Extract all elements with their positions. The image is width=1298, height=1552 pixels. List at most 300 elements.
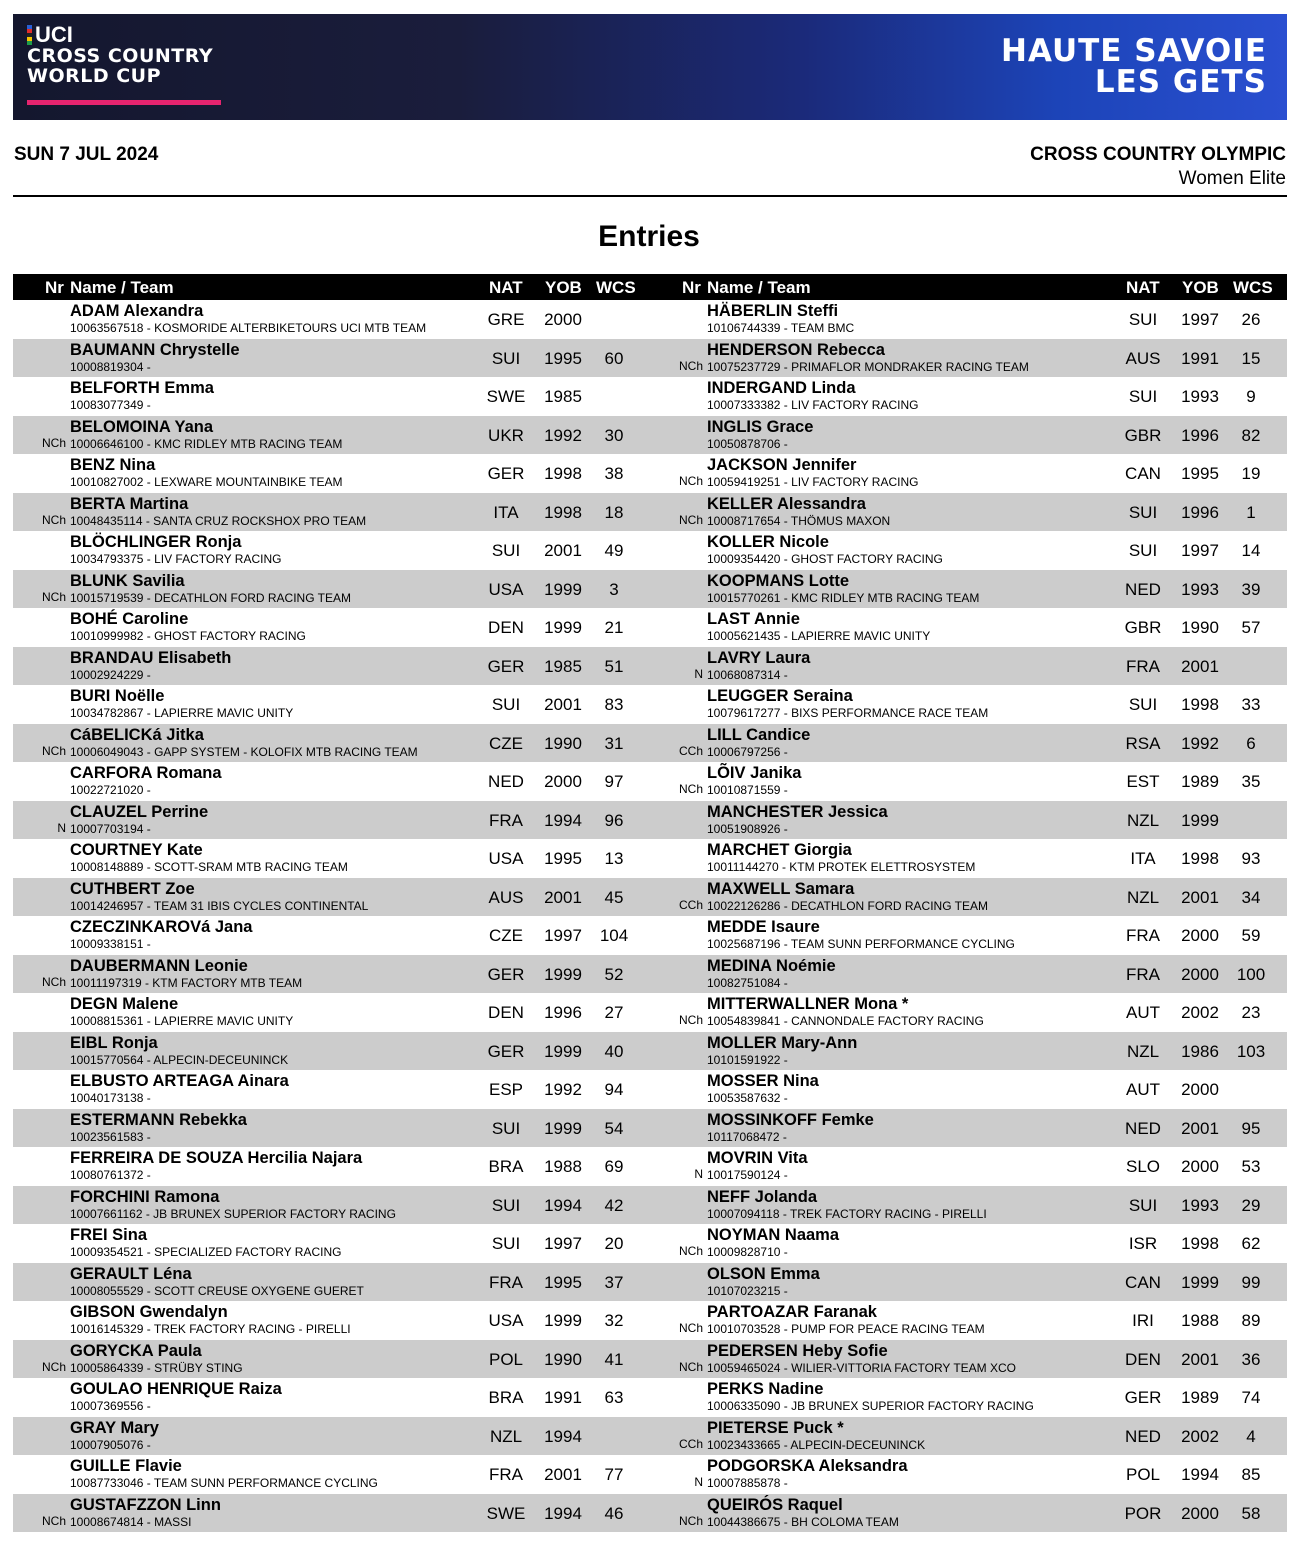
year-of-birth: 2001 <box>1181 656 1219 676</box>
uci-id-team: 10009338151 - <box>70 937 151 951</box>
world-cup-standing: 29 <box>1241 1195 1261 1215</box>
nationality: SUI <box>1128 695 1158 714</box>
nationality: EST <box>1126 772 1160 791</box>
table-row <box>13 955 650 994</box>
year-of-birth: 1998 <box>1181 695 1219 714</box>
table-row <box>650 1263 1287 1302</box>
rider-name: LAST Annie <box>707 610 800 628</box>
nationality: GRE <box>487 310 525 329</box>
table-row <box>650 1224 1287 1263</box>
world-cup-standing: 77 <box>604 1465 624 1484</box>
nationality: BRA <box>488 1157 524 1176</box>
table-row <box>650 916 1287 955</box>
table-row <box>650 1417 1287 1456</box>
uci-id-team: 10008815361 - LAPIERRE MAVIC UNITY <box>70 1014 294 1028</box>
world-cup-standing: 99 <box>1241 1272 1261 1292</box>
nationality: USA <box>488 1311 524 1330</box>
nationality: AUS <box>1125 348 1161 368</box>
nationality: FRA <box>1126 926 1160 945</box>
year-of-birth: 1993 <box>1181 579 1219 599</box>
nationality: ITA <box>1130 849 1156 868</box>
rider-name: BURI Noëlle <box>70 687 165 705</box>
year-of-birth: 2001 <box>544 541 582 560</box>
table-row <box>650 839 1287 878</box>
rider-name: CARFORA Romana <box>70 764 222 782</box>
champion-flag: NCh <box>41 1513 66 1528</box>
world-cup-standing: 9 <box>1246 387 1256 406</box>
col-wcs: WCS <box>596 278 636 297</box>
year-of-birth: 1989 <box>1181 1388 1219 1407</box>
nationality: RSA <box>1125 733 1161 753</box>
world-cup-standing: 41 <box>604 1349 624 1369</box>
table-row <box>13 916 650 955</box>
nationality: UKR <box>488 425 524 445</box>
table-row <box>13 1070 650 1109</box>
uci-id-team: 10040173138 - <box>70 1091 151 1105</box>
uci-id-team: 10063567518 - KOSMORIDE ALTERBIKETOURS UCI MTB TEAM <box>70 321 427 335</box>
nationality: GER <box>487 1041 525 1061</box>
world-cup-standing: 95 <box>1241 1118 1261 1138</box>
nationality: DEN <box>488 618 524 637</box>
table-row <box>650 993 1287 1032</box>
uci-id-team: 10005864339 - STRÜBY STING <box>70 1360 243 1375</box>
champion-flag: NCh <box>678 782 703 796</box>
table-row <box>650 1378 1287 1417</box>
col-yob: YOB <box>545 278 582 297</box>
world-cup-standing: 34 <box>1241 887 1261 907</box>
uci-id-team: 10010999982 - GHOST FACTORY RACING <box>70 629 306 643</box>
year-of-birth: 1995 <box>544 1272 582 1292</box>
rider-name: JACKSON Jennifer <box>707 456 857 474</box>
nationality: SUI <box>1128 1195 1158 1215</box>
logo-line-1: CROSS COUNTRY <box>27 45 214 67</box>
uci-id-team: 10034782867 - LAPIERRE MAVIC UNITY <box>70 706 294 720</box>
year-of-birth: 1990 <box>544 733 582 753</box>
nationality: CAN <box>1125 1272 1161 1292</box>
nationality: SUI <box>491 695 521 714</box>
champion-flag: CCh <box>678 1436 703 1451</box>
race-discipline: CROSS COUNTRY OLYMPIC <box>1030 144 1286 165</box>
rider-name: LAVRY Laura <box>707 648 811 667</box>
uci-id-team: 10015770261 - KMC RIDLEY MTB RACING TEAM <box>707 590 980 605</box>
year-of-birth: 2000 <box>1181 926 1219 945</box>
nationality: USA <box>488 579 524 599</box>
year-of-birth: 2001 <box>544 1465 582 1484</box>
nationality: NZL <box>1126 887 1160 907</box>
rider-name: ADAM Alexandra <box>70 302 204 320</box>
table-row <box>13 1301 650 1340</box>
header-divider <box>13 195 1287 197</box>
champion-flag: NCh <box>41 1359 66 1374</box>
logo-uci-text: UCI <box>35 22 73 47</box>
rider-name: BRANDAU Elisabeth <box>70 648 232 667</box>
world-cup-standing: 60 <box>604 348 624 368</box>
champion-flag: NCh <box>678 1013 703 1027</box>
nationality: CZE <box>489 926 523 945</box>
uci-id-team: 10011197319 - KTM FACTORY MTB TEAM <box>70 975 303 990</box>
world-cup-standing: 69 <box>604 1157 624 1176</box>
rider-name: NEFF Jolanda <box>707 1187 818 1206</box>
world-cup-standing: 14 <box>1241 541 1261 560</box>
col-nat: NAT <box>489 278 523 297</box>
table-row <box>13 1263 650 1302</box>
world-cup-standing: 54 <box>604 1118 624 1138</box>
rider-name: BENZ Nina <box>70 456 156 474</box>
uci-id-team: 10009828710 - <box>707 1245 788 1259</box>
world-cup-standing: 33 <box>1241 695 1261 714</box>
rider-name: COURTNEY Kate <box>70 841 203 859</box>
table-row <box>650 955 1287 994</box>
table-row <box>650 531 1287 570</box>
world-cup-standing: 36 <box>1241 1349 1261 1369</box>
rider-name: HENDERSON Rebecca <box>707 340 885 359</box>
rider-name: LEUGGER Seraina <box>707 687 853 705</box>
rider-name: GUILLE Flavie <box>70 1457 182 1475</box>
uci-id-team: 10101591922 - <box>707 1052 788 1067</box>
uci-id-team: 10053587632 - <box>707 1091 788 1105</box>
world-cup-standing: 19 <box>1241 464 1261 483</box>
rider-name: GRAY Mary <box>70 1418 159 1437</box>
year-of-birth: 1989 <box>1181 772 1219 791</box>
uci-id-team: 10022721020 - <box>70 783 151 797</box>
uci-id-team: 10010703528 - PUMP FOR PEACE RACING TEAM <box>707 1322 985 1336</box>
nationality: GBR <box>1124 425 1162 445</box>
col-name-team: Name / Team <box>70 278 174 297</box>
year-of-birth: 1997 <box>1181 541 1219 560</box>
champion-flag: NCh <box>678 474 703 488</box>
table-row <box>650 1494 1287 1533</box>
nationality: NZL <box>489 1426 523 1446</box>
uci-id-team: 10007333382 - LIV FACTORY RACING <box>707 398 919 412</box>
table-row <box>13 300 650 339</box>
uci-id-team: 10044386675 - BH COLOMA TEAM <box>707 1514 899 1529</box>
uci-id-team: 10006049043 - GAPP SYSTEM - KOLOFIX MTB RACING TEAM <box>70 744 418 759</box>
rider-name: INDERGAND Linda <box>707 379 856 397</box>
uci-id-team: 10106744339 - TEAM BMC <box>707 321 855 335</box>
rider-name: ELBUSTO ARTEAGA Ainara <box>70 1072 289 1090</box>
year-of-birth: 1999 <box>544 1118 582 1138</box>
rider-name: CáBELICKá Jitka <box>70 725 204 744</box>
col-wcs: WCS <box>1233 278 1273 297</box>
col-yob: YOB <box>1182 278 1219 297</box>
nationality: FRA <box>489 1272 523 1292</box>
nationality: DEN <box>1125 1349 1161 1369</box>
page-title: Entries <box>598 220 700 253</box>
table-row <box>13 608 650 647</box>
nationality: IRI <box>1132 1311 1154 1330</box>
table-row <box>13 1109 650 1148</box>
rider-name: BERTA Martina <box>70 494 189 513</box>
uci-id-team: 10015719539 - DECATHLON FORD RACING TEAM <box>70 590 351 605</box>
year-of-birth: 1999 <box>544 1041 582 1061</box>
rider-name: MANCHESTER Jessica <box>707 802 888 821</box>
uci-id-team: 10008148889 - SCOTT-SRAM MTB RACING TEAM <box>70 860 348 874</box>
col-name-team: Name / Team <box>707 278 811 297</box>
nationality: SUI <box>491 1118 521 1138</box>
year-of-birth: 1994 <box>544 810 582 830</box>
nationality: SUI <box>491 348 521 368</box>
rider-name: MOLLER Mary-Ann <box>707 1033 858 1052</box>
nationality: CAN <box>1125 464 1161 483</box>
nationality: FRA <box>1126 964 1160 984</box>
uci-id-team: 10082751084 - <box>707 975 788 990</box>
table-row <box>13 839 650 878</box>
year-of-birth: 1999 <box>544 579 582 599</box>
uci-id-team: 10010871559 - <box>707 783 788 797</box>
nationality: SWE <box>486 387 526 406</box>
table-row <box>13 570 650 609</box>
rider-name: LÕIV Janika <box>707 764 802 782</box>
rider-name: GUSTAFZZON Linn <box>70 1495 221 1514</box>
world-cup-standing: 93 <box>1241 849 1261 868</box>
table-row <box>650 647 1287 686</box>
table-row <box>13 454 650 493</box>
uci-id-team: 10007885878 - <box>707 1476 788 1490</box>
year-of-birth: 1997 <box>1181 310 1219 329</box>
rainbow-stripes-icon <box>27 25 32 45</box>
world-cup-standing: 4 <box>1246 1426 1256 1446</box>
nationality: NED <box>1125 1426 1161 1446</box>
world-cup-standing: 37 <box>604 1272 624 1292</box>
world-cup-standing: 13 <box>604 849 624 868</box>
nationality: SUI <box>1128 541 1158 560</box>
race-date: SUN 7 JUL 2024 <box>14 144 159 165</box>
rider-name: MITTERWALLNER Mona * <box>707 995 909 1013</box>
year-of-birth: 2000 <box>544 772 582 791</box>
table-row <box>650 1109 1287 1148</box>
rider-name: FREI Sina <box>70 1226 148 1244</box>
champion-flag: NCh <box>678 358 703 373</box>
world-cup-standing: 82 <box>1241 425 1261 445</box>
nationality: POR <box>1124 1503 1162 1523</box>
rider-name: MOSSER Nina <box>707 1072 819 1090</box>
nationality: GER <box>1124 1388 1162 1407</box>
rider-name: EIBL Ronja <box>70 1033 158 1052</box>
champion-flag: CCh <box>678 897 703 912</box>
uci-id-team: 10048435114 - SANTA CRUZ ROCKSHOX PRO TEAM <box>70 513 367 528</box>
rider-name: FORCHINI Ramona <box>70 1187 220 1206</box>
venue-line-2: LES GETS <box>1094 64 1267 100</box>
uci-id-team: 10079617277 - BIXS PERFORMANCE RACE TEAM <box>707 706 989 720</box>
uci-id-team: 10080761372 - <box>70 1168 151 1182</box>
uci-id-team: 10068087314 - <box>707 667 788 682</box>
champion-flag: N <box>694 666 703 681</box>
table-header <box>13 274 650 300</box>
world-cup-standing: 32 <box>604 1311 624 1330</box>
year-of-birth: 2000 <box>1181 1157 1219 1176</box>
table-row <box>650 416 1287 455</box>
table-row <box>13 1455 650 1494</box>
nationality: SUI <box>491 1195 521 1215</box>
nationality: SUI <box>1128 310 1158 329</box>
uci-id-team: 10117068472 - <box>707 1129 787 1144</box>
table-row <box>13 1378 650 1417</box>
year-of-birth: 1999 <box>1181 1272 1219 1292</box>
year-of-birth: 2001 <box>1181 887 1219 907</box>
champion-flag: N <box>694 1475 703 1489</box>
rider-name: BAUMANN Chrystelle <box>70 340 240 359</box>
uci-id-team: 10008819304 - <box>70 359 151 374</box>
table-row <box>13 1494 650 1533</box>
table-row <box>650 1186 1287 1225</box>
world-cup-standing: 23 <box>1241 1003 1261 1022</box>
uci-id-team: 10075237729 - PRIMAFLOR MONDRAKER RACING TEAM <box>707 359 1029 374</box>
world-cup-standing: 57 <box>1241 618 1261 637</box>
nationality: NED <box>1125 1118 1161 1138</box>
nationality: SUI <box>491 541 521 560</box>
rider-name: BELFORTH Emma <box>70 379 214 397</box>
year-of-birth: 1995 <box>544 849 582 868</box>
uci-id-team: 10002924229 - <box>70 667 151 682</box>
nationality: NED <box>1125 579 1161 599</box>
nationality: GER <box>487 464 525 483</box>
uci-id-team: 10054839841 - CANNONDALE FACTORY RACING <box>707 1014 984 1028</box>
table-row <box>650 1147 1287 1186</box>
year-of-birth: 1988 <box>544 1157 582 1176</box>
nationality: POL <box>488 1349 524 1369</box>
world-cup-standing: 53 <box>1241 1157 1261 1176</box>
year-of-birth: 1990 <box>544 1349 582 1369</box>
year-of-birth: 1985 <box>544 656 582 676</box>
world-cup-standing: 35 <box>1241 772 1261 791</box>
rider-name: FERREIRA DE SOUZA Hercilia Najara <box>70 1149 363 1167</box>
year-of-birth: 1985 <box>544 387 582 406</box>
rider-name: BELOMOINA Yana <box>70 417 214 436</box>
rider-name: OLSON Emma <box>707 1264 820 1283</box>
uci-id-team: 10009354521 - SPECIALIZED FACTORY RACING <box>70 1245 342 1259</box>
logo-line-2: WORLD CUP <box>27 65 162 87</box>
rider-name: BLÖCHLINGER Ronja <box>70 533 242 551</box>
table-row <box>650 724 1287 763</box>
nationality: POL <box>1125 1465 1161 1484</box>
venue-name <box>1001 33 1267 100</box>
rider-name: PODGORSKA Aleksandra <box>707 1457 908 1475</box>
year-of-birth: 1994 <box>544 1195 582 1215</box>
rider-name: GERAULT Léna <box>70 1264 192 1283</box>
uci-id-team: 10007905076 - <box>70 1437 151 1452</box>
year-of-birth: 2001 <box>544 887 582 907</box>
world-cup-standing: 21 <box>604 618 624 637</box>
champion-flag: NCh <box>678 1359 703 1374</box>
uci-world-cup-logo <box>27 24 213 86</box>
uci-id-team: 10008674814 - MASSI <box>70 1514 192 1529</box>
world-cup-standing: 63 <box>604 1388 624 1407</box>
table-row <box>650 1455 1287 1494</box>
world-cup-standing: 3 <box>609 579 619 599</box>
world-cup-standing: 39 <box>1241 579 1261 599</box>
nationality: ITA <box>493 502 519 522</box>
champion-flag: NCh <box>678 1244 703 1258</box>
world-cup-standing: 20 <box>604 1234 624 1253</box>
nationality: SLO <box>1125 1157 1161 1176</box>
table-row <box>13 339 650 378</box>
uci-id-team: 10007703194 - <box>70 821 151 836</box>
table-row <box>13 1186 650 1225</box>
year-of-birth: 1998 <box>544 502 582 522</box>
table-row <box>650 300 1287 339</box>
champion-flag: N <box>694 1167 703 1181</box>
year-of-birth: 1999 <box>544 618 582 637</box>
year-of-birth: 2000 <box>1181 964 1219 984</box>
table-row <box>13 762 650 801</box>
year-of-birth: 1997 <box>544 1234 582 1253</box>
table-row <box>650 454 1287 493</box>
world-cup-standing: 31 <box>604 733 624 753</box>
race-category: Women Elite <box>1178 168 1286 189</box>
world-cup-standing: 45 <box>604 887 624 907</box>
champion-flag: NCh <box>678 1321 703 1335</box>
venue-line-1: HAUTE SAVOIE <box>1001 33 1267 69</box>
year-of-birth: 1994 <box>544 1426 582 1446</box>
nationality: GBR <box>1124 618 1162 637</box>
uci-id-team: 10008055529 - SCOTT CREUSE OXYGENE GUERET <box>70 1283 364 1298</box>
nationality: AUT <box>1126 1003 1160 1022</box>
world-cup-standing: 18 <box>604 502 624 522</box>
rider-name: LILL Candice <box>707 725 811 744</box>
uci-id-team: 10059419251 - LIV FACTORY RACING <box>707 475 919 489</box>
nationality: AUT <box>1126 1080 1160 1099</box>
table-row <box>13 647 650 686</box>
rider-name: MOSSINKOFF Femke <box>707 1110 874 1129</box>
rider-name: BOHÉ Caroline <box>70 610 189 628</box>
year-of-birth: 2000 <box>544 310 582 329</box>
rider-name: NOYMAN Naama <box>707 1226 840 1244</box>
world-cup-standing: 15 <box>1241 348 1261 368</box>
uci-id-team: 10005621435 - LAPIERRE MAVIC UNITY <box>707 629 931 643</box>
nationality: ISR <box>1128 1234 1158 1253</box>
rider-name: CZECZINKAROVá Jana <box>70 918 253 936</box>
year-of-birth: 1998 <box>1181 849 1219 868</box>
world-cup-standing: 89 <box>1241 1311 1261 1330</box>
year-of-birth: 1993 <box>1181 1195 1219 1215</box>
table-row <box>13 531 650 570</box>
year-of-birth: 1999 <box>544 1311 582 1330</box>
table-row <box>13 685 650 724</box>
table-row <box>13 993 650 1032</box>
world-cup-standing: 26 <box>1241 310 1261 329</box>
col-nr: Nr <box>45 278 64 297</box>
table-row <box>13 1340 650 1379</box>
table-row <box>13 377 650 416</box>
champion-flag: CCh <box>678 743 703 758</box>
champion-flag: NCh <box>678 1513 703 1528</box>
table-row <box>650 878 1287 917</box>
year-of-birth: 1999 <box>544 964 582 984</box>
year-of-birth: 1992 <box>1181 733 1219 753</box>
rider-name: PERKS Nadine <box>707 1380 824 1398</box>
rider-name: CUTHBERT Zoe <box>70 879 195 898</box>
uci-id-team: 10022126286 - DECATHLON FORD RACING TEAM <box>707 898 988 913</box>
nationality: DEN <box>488 1003 524 1022</box>
champion-flag: NCh <box>41 974 66 989</box>
year-of-birth: 1996 <box>544 1003 582 1022</box>
world-cup-standing: 103 <box>1236 1041 1266 1061</box>
uci-id-team: 10034793375 - LIV FACTORY RACING <box>70 552 282 566</box>
year-of-birth: 1990 <box>1181 618 1219 637</box>
nationality: FRA <box>489 810 523 830</box>
uci-id-team: 10016145329 - TREK FACTORY RACING - PIRELLI <box>70 1322 351 1336</box>
rider-name: DAUBERMANN Leonie <box>70 956 248 975</box>
nationality: USA <box>488 849 524 868</box>
table-header <box>650 274 1287 300</box>
champion-flag: NCh <box>41 512 66 527</box>
year-of-birth: 1988 <box>1181 1311 1219 1330</box>
year-of-birth: 1992 <box>544 1080 582 1099</box>
rider-name: MOVRIN Vita <box>707 1149 808 1167</box>
col-nr: Nr <box>682 278 701 297</box>
world-cup-standing: 38 <box>604 464 624 483</box>
world-cup-standing: 62 <box>1241 1234 1261 1253</box>
